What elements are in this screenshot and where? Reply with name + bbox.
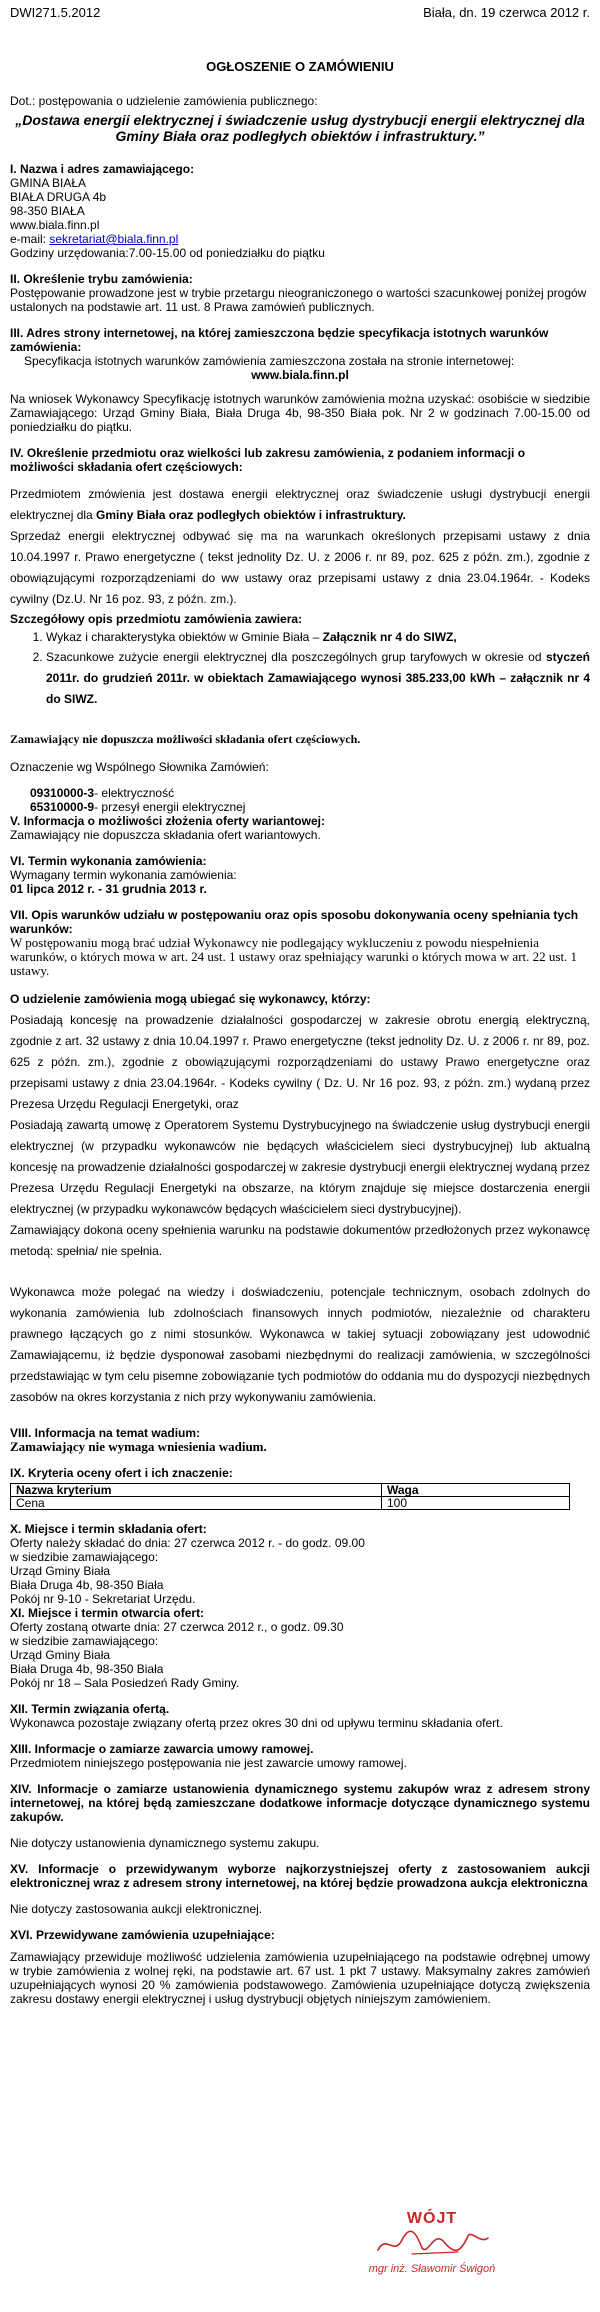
- cpv-desc: - elektryczność: [94, 786, 175, 800]
- section-14: [10, 1782, 590, 1850]
- email-line: [10, 232, 590, 246]
- section-3-title: III. Adres strony internetowej, na której zamieszczona będzie specyfikacja istotnych warunków zamówienia:: [10, 326, 549, 354]
- section-7-text: W postępowaniu mogą brać udział Wykonawcy nie podlegający wykluczeniu z powodu niespełnienia warunków, o których mowa w art. 24 ust. 1 ustawy oraz spełniający warunki o których mowa w art. 22 ust. 1 ustawy.: [10, 935, 578, 978]
- list-item: [46, 647, 590, 710]
- section-14-title: XIV. Informacje o zamiarze ustanowienia dynamicznego systemu zakupów wraz z adresem strony internetowej, na której będą zamieszczane dodatkowe informacje dotyczące dynamicznego systemu zakupów.: [10, 1782, 590, 1824]
- section-10-line: Urząd Gminy Biała: [10, 1564, 111, 1578]
- section-10-line: Pokój nr 9-10 - Sekretariat Urzędu.: [10, 1592, 196, 1606]
- cpv-desc: - przesył energii elektrycznej: [94, 800, 246, 814]
- address-line: GMINA BIAŁA: [10, 176, 87, 190]
- section-10-line: w siedzibie zamawiającego:: [10, 1550, 159, 1564]
- section-14-text: Nie dotyczy ustanowienia dynamicznego systemu zakupu.: [10, 1836, 320, 1850]
- list-item-text: Szacunkowe zużycie energii elektrycznej dla poszczególnych grup taryfowych w okresie od: [46, 650, 546, 664]
- section-8-text: Zamawiający nie wymaga wniesienia wadium.: [10, 1439, 267, 1454]
- email-link[interactable]: sekretariat@biala.finn.pl: [49, 232, 179, 246]
- signature-stamp: WÓJT: [406, 2210, 458, 2227]
- detail-title: Szczegółowy opis przedmiotu zamówienia zawiera:: [10, 612, 303, 626]
- section-3: [10, 326, 590, 434]
- subject-intro: Dot.: postępowania o udzielenie zamówienia publicznego:: [10, 94, 318, 108]
- section-2-text: Postępowanie prowadzone jest w trybie przetargu nieograniczonego o wartości szacunkowej poniżej progów ustalonych na podstawie art. 11 ust. 8 Prawa zamówień publicznych.: [10, 286, 587, 314]
- section-1: [10, 162, 590, 260]
- document-header: [10, 0, 590, 20]
- list-item: [46, 630, 590, 644]
- section-7-p3: Zamawiający dokona oceny spełnienia warunku na podstawie dokumentów przedłożonych przez wykonawcę metodą: spełnia/ nie spełnia.: [10, 1223, 590, 1258]
- section-10-title: X. Miejsce i termin składania ofert:: [10, 1522, 207, 1536]
- section-11-line: Oferty zostaną otwarte dnia: 27 czerwca 2012 r., o godz. 09.30: [10, 1620, 344, 1634]
- section-10-line: Oferty należy składać do dnia: 27 czerwca 2012 r. - do godz. 09.00: [10, 1536, 365, 1550]
- section-15: [10, 1862, 590, 1916]
- section-15-title: XV. Informacje o przewidywanym wyborze najkorzystniejszej oferty z zastosowaniem aukcji elektronicznej wraz z adresem strony internetowej, na której będzie prowadzona aukcja elektroniczna: [10, 1862, 590, 1890]
- section-12: [10, 1702, 590, 1730]
- cpv-code: 09310000-3: [30, 786, 95, 800]
- subject-text: Przedmiotem zmówienia jest dostawa energii elektrycznej oraz świadczenie usługi dystrybucji energii elektrycznej dla: [10, 487, 590, 522]
- section-7-subtitle: O udzielenie zamówienia mogą ubiegać się wykonawcy, którzy:: [10, 992, 371, 1006]
- section-2: [10, 272, 590, 314]
- reference-number: DWI271.5.2012: [10, 5, 101, 20]
- email-label: e-mail:: [10, 232, 50, 246]
- website-line: www.biala.finn.pl: [10, 218, 100, 232]
- table-cell: 100: [382, 1497, 570, 1510]
- spec-website: www.biala.finn.pl: [251, 368, 349, 382]
- section-11-line: Urząd Gminy Biała: [10, 1648, 111, 1662]
- handwritten-signature: [372, 2226, 492, 2260]
- section-1-title: I. Nazwa i adres zamawiającego:: [10, 162, 195, 176]
- document-title: OGŁOSZENIE O ZAMÓWIENIU: [206, 59, 394, 74]
- section-6: [10, 854, 590, 896]
- table-header: Nazwa kryterium: [11, 1484, 382, 1497]
- section-5-title: V. Informacja o możliwości złożenia oferty wariantowej:: [10, 814, 325, 828]
- section-4: [10, 446, 590, 814]
- section-15-text: Nie dotyczy zastosowania aukcji elektronicznej.: [10, 1902, 263, 1916]
- criteria-table: [10, 1483, 570, 1510]
- table-header-row: [11, 1484, 570, 1497]
- section-5: [10, 814, 590, 842]
- cpv-item: [30, 786, 590, 800]
- section-7: [10, 908, 590, 1408]
- section-11-title: XI. Miejsce i termin otwarcia ofert:: [10, 1606, 205, 1620]
- section-6-text: Wymagany termin wykonania zamówienia:: [10, 868, 237, 882]
- section-7-p1: Posiadają koncesję na prowadzenie działalności gospodarczej w zakresie obrotu energią elektryczną, zgodnie z art. 32 ustawy z dnia 10.04.1997 r. Prawo energetyczne (tekst jednolity Dz. U. z 2006 r. nr 89, poz. 625 z późn. zm.), zgodnie z obowiązującymi rozporządzeniami do ustawy Prawo energetyczne oraz przepisami ustawy z dnia 23.04.1964r. - Kodeks cywilny ( Dz. U. Nr 16 poz. 93, z późn. zm.) wydaną przez Prezesa Urzędu Regulacji Energetyki, oraz: [10, 1013, 590, 1111]
- section-12-text: Wykonawca pozostaje związany ofertą przez okres 30 dni od upływu terminu składania ofert.: [10, 1716, 503, 1730]
- section-6-title: VI. Termin wykonania zamówienia:: [10, 854, 207, 868]
- address-line: BIAŁA DRUGA 4b: [10, 190, 107, 204]
- section-13: [10, 1742, 590, 1770]
- section-16-title: XVI. Przewidywane zamówienia uzupełniające:: [10, 1928, 275, 1942]
- list-item-text: Wykaz i charakterystyka obiektów w Gminie Biała –: [46, 630, 323, 644]
- table-row: [11, 1497, 570, 1510]
- contract-name: „Dostawa energii elektrycznej i świadczenie usług dystrybucji energii elektrycznej dla Gminy Biała oraz podległych obiektów i infrastruktury.”: [15, 112, 585, 144]
- section-8-title: VIII. Informacja na temat wadium:: [10, 1426, 201, 1440]
- section-9-title: IX. Kryteria oceny ofert i ich znaczenie:: [10, 1466, 233, 1480]
- section-3-text: Specyfikacja istotnych warunków zamówienia zamieszczona została na stronie internetowej:: [24, 354, 515, 368]
- address-line: 98-350 BIAŁA: [10, 204, 85, 218]
- section-9: [10, 1466, 590, 1510]
- section-10: [10, 1522, 590, 1606]
- section-4-subject: [10, 484, 590, 526]
- place-and-date: Biała, dn. 19 czerwca 2012 r.: [423, 5, 590, 20]
- subject-bold: Gminy Biała oraz podległych obiektów i infrastruktury.: [96, 508, 406, 522]
- list-item-bold: styczeń 2011r. do grudzień 2011r. w obiektach Zamawiającego wynosi 385.233,00 kWh – załącznik nr 4 do SIWZ.: [46, 650, 590, 706]
- cpv-code: 65310000-9: [30, 800, 95, 814]
- section-5-text: Zamawiający nie dopuszcza składania ofert wariantowych.: [10, 828, 321, 842]
- section-7-title: VII. Opis warunków udziału w postępowaniu oraz opis sposobu dokonywania oceny spełniania tych warunków:: [10, 908, 579, 936]
- section-16: [10, 1928, 590, 2006]
- office-hours: Godziny urzędowania:7.00-15.00 od poniedziałku do piątku: [10, 246, 325, 260]
- section-8: [10, 1426, 590, 1454]
- no-partial-offers: Zamawiający nie dopuszcza możliwości składania ofert częściowych.: [10, 732, 361, 746]
- section-2-title: II. Określenie trybu zamówienia:: [10, 272, 193, 286]
- section-12-title: XII. Termin związania ofertą.: [10, 1702, 170, 1716]
- section-4-title: IV. Określenie przedmiotu oraz wielkości lub zakresu zamówienia, z podaniem informacji o możliwości składania ofert częściowych:: [10, 446, 526, 474]
- execution-date: 01 lipca 2012 r. - 31 grudnia 2013 r.: [10, 882, 207, 896]
- section-7-p4: Wykonawca może polegać na wiedzy i doświadczeniu, potencjale technicznym, osobach zdolnych do wykonania zamówienia lub zdolnościach finansowych innych podmiotów, niezależnie od charakteru prawnego łączących go z nimi stosunków. Wykonawca w takiej sytuacji zobowiązany jest udowodnić Zamawiającemu, iż będzie dysponował zasobami niezbędnymi do realizacji zamówienia, w szczególności przedstawiając w tym celu pisemne zobowiązanie tych podmiotów do oddania mu do dyspozycji niezbędnych zasobów na okres korzystania z nich przy wykonywaniu zamówienia.: [10, 1285, 590, 1404]
- detail-list: [10, 630, 590, 710]
- section-11: [10, 1606, 590, 1690]
- section-11-line: w siedzibie zamawiającego:: [10, 1634, 159, 1648]
- section-13-title: XIII. Informacje o zamiarze zawarcia umowy ramowej.: [10, 1742, 314, 1756]
- cpv-list: [10, 786, 590, 814]
- section-10-line: Biała Druga 4b, 98-350 Biała: [10, 1578, 164, 1592]
- section-11-line: Pokój nr 18 – Sala Posiedzeń Rady Gminy.: [10, 1676, 240, 1690]
- section-16-text: Zamawiający przewiduje możliwość udzielenia zamówienia uzupełniającego na podstawie odrębnej umowy w trybie zamówienia z wolnej ręki, na podstawie art. 67 ust. 1 pkt 7 ustawy. Maksymalny zakres zamówień uzupełniających wynosi 20 % zamówienia podstawowego. Zamówienia uzupełniające dotyczą zwiększenia zakresu dostawy energii elektrycznej i usług dystrybucji objętych niniejszym zamówieniem.: [10, 1950, 590, 2006]
- list-item-bold: Załącznik nr 4 do SIWZ,: [322, 630, 457, 644]
- section-3-request: Na wniosek Wykonawcy Specyfikację istotnych warunków zamówienia można uzyskać: osobiście w siedzibie Zamawiającego: Urząd Gminy Biała, Biała Druga 4b, 98-350 Biała pok. Nr 2 w godzinach 7.00-15.00 od poniedziałku do piątku.: [10, 392, 590, 434]
- signature-block: [362, 2212, 502, 2302]
- section-7-p2: Posiadają zawartą umowę z Operatorem Systemu Dystrybucyjnego na świadczenie usług dystrybucji energii elektrycznej (w przypadku wykonawców nie będących właścicielem sieci dystrybucyjnej) lub aktualną koncesję na prowadzenie działalności gospodarczej w zakresie dystrybucji energii elektrycznej wydaną przez Prezesa Urzędu Regulacji Energetyki na obszarze, na którym znajduje się miejsce dostarczenia energii elektrycznej (w przypadku wykonawców będących właścicielem sieci dystrybucyjnej).: [10, 1118, 590, 1216]
- table-cell: Cena: [11, 1497, 382, 1510]
- cpv-item: [30, 800, 590, 814]
- section-11-line: Biała Druga 4b, 98-350 Biała: [10, 1662, 164, 1676]
- section-13-text: Przedmiotem niniejszego postępowania nie jest zawarcie umowy ramowej.: [10, 1756, 407, 1770]
- table-header: Waga: [382, 1484, 570, 1497]
- signatory-name: mgr inż. Sławomir Świgoń: [368, 2263, 496, 2275]
- section-4-legal: Sprzedaż energii elektrycznej odbywać się ma na warunkach określonych przepisami ustawy z dnia 10.04.1997 r. Prawo energetyczne ( tekst jednolity Dz. U. z 2006 r. nr 89, poz. 625 z późn. zm.), zgodnie z obowiązującymi rozporządzeniami do ww ustawy oraz przepisami ustawy z dnia 23.04.1964r. - Kodeks cywilny (Dz.U. Nr 16 poz. 93, z późn. zm.).: [10, 529, 590, 606]
- cpv-intro: Oznaczenie wg Wspólnego Słownika Zamówień:: [10, 760, 269, 774]
